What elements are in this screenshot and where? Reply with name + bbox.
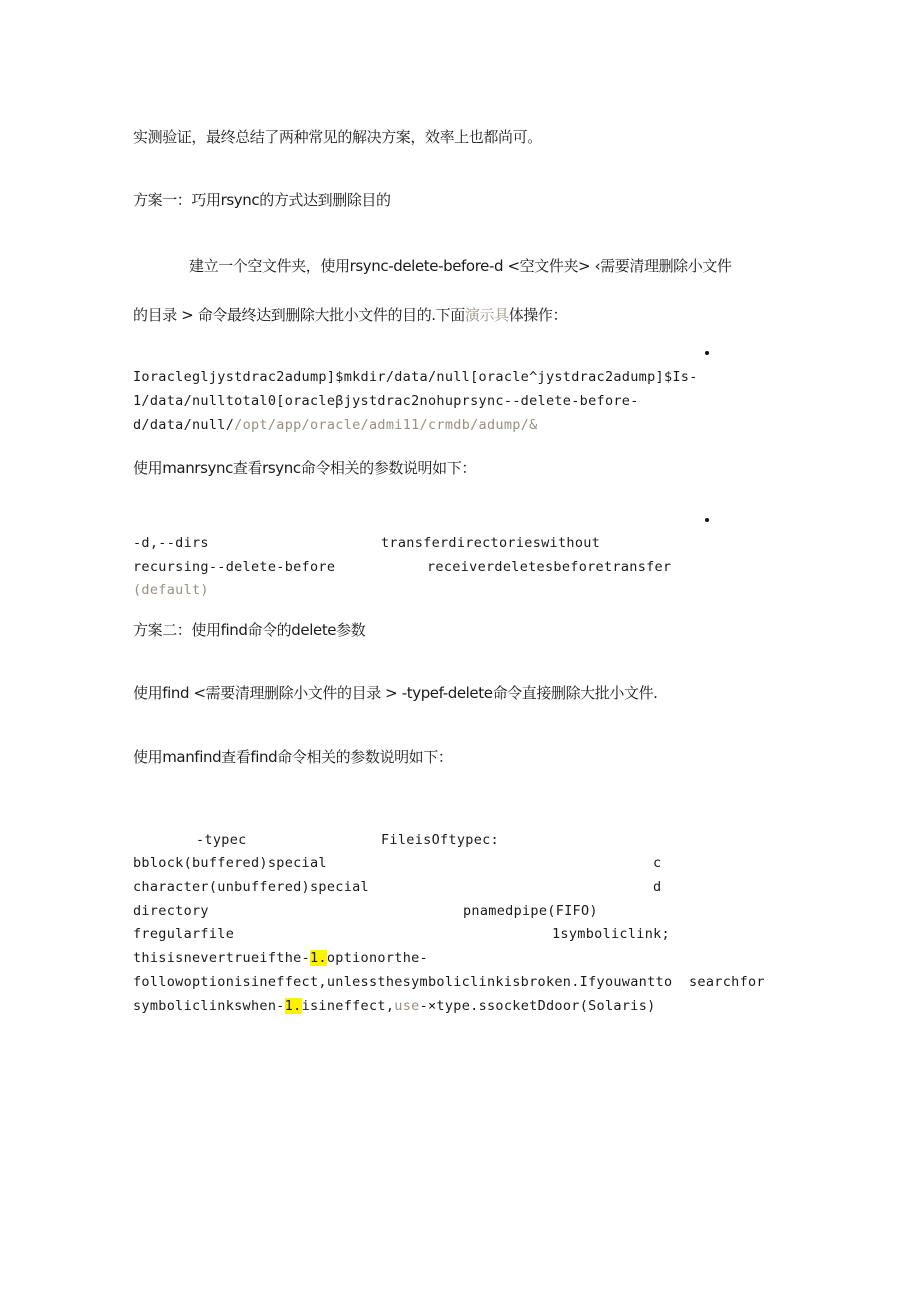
highlighted-text: 1. — [284, 998, 302, 1014]
scheme1-paragraph-line1: 建立一个空文件夹，使用rsync-delete-before-d <空文件夹> ‹需要清理删除小文件 — [189, 257, 732, 275]
find-note-text: isineffect, — [301, 998, 395, 1014]
code-line — [133, 417, 538, 433]
rsync-opt-desc: transferdirectorieswithout — [381, 535, 601, 551]
code-line: 1/data/nulltotal0[oracleβjystdrac2nohuprsync--delete-before- — [133, 393, 639, 409]
find-type-left: directory — [133, 903, 209, 919]
find-type-left: fregularfile — [133, 926, 235, 942]
code-line-a: d/data/null/ — [133, 417, 235, 433]
find-note-text: thisisnevertrueifthe- — [133, 950, 310, 966]
find-note-text: optionorthe- — [326, 950, 428, 966]
highlighted-text: 1. — [309, 950, 327, 966]
rsync-opt-flag: recursing--delete-before — [133, 559, 336, 575]
scheme1-heading: 方案一：巧用rsync的方式达到删除目的 — [133, 191, 391, 209]
intro-text: 实测验证，最终总结了两种常见的解决方案，效率上也都尚可。 — [133, 128, 542, 146]
scheme1-paragraph-line2-a: 的目录 > 命令最终达到删除大批小文件的目的.下面 — [133, 306, 465, 324]
man-find-intro: 使用manfind查看find命令相关的参数说明如下： — [133, 748, 453, 766]
find-note-text: -×type.ssocketDdoor(Solaris) — [419, 998, 656, 1014]
code-path-gray: /opt/app/oracle/admi11/crmdb/adump/& — [234, 417, 538, 433]
bullet-marker — [705, 518, 709, 522]
scheme2-paragraph: 使用find <需要清理删除小文件的目录 > -typef-delete命令直接删除大批小文件. — [133, 684, 658, 702]
scheme1-paragraph-line2 — [133, 304, 567, 325]
find-note-line: followoptionisineffect,unlessthesymboliclinkisbroken.Ifyouwantto — [133, 974, 673, 990]
rsync-opt-desc: receiverdeletesbeforetransfer — [427, 559, 672, 575]
find-type-left: bblock(buffered)special — [133, 855, 327, 871]
find-note-text: searchfor — [689, 974, 765, 990]
find-opt-flag: -typec — [196, 832, 247, 848]
scheme2-heading: 方案二：使用find命令的delete参数 — [133, 621, 366, 639]
man-rsync-intro: 使用manrsync查看rsync命令相关的参数说明如下： — [133, 459, 476, 477]
find-note-line — [133, 998, 656, 1014]
find-note-text: symboliclinkswhen- — [133, 998, 285, 1014]
find-note-gray: use — [394, 998, 420, 1014]
find-type-left: character(unbuffered)special — [133, 879, 369, 895]
scheme1-paragraph-line2-gray: 演示具 — [464, 306, 509, 324]
find-type-right: c — [653, 855, 662, 871]
code-line: Ioraclegljystdrac2adump]$mkdir/data/null[oracle^jystdrac2adump]$Is- — [133, 369, 698, 385]
scheme1-paragraph-line2-b: 体操作： — [508, 306, 568, 324]
find-type-right: d — [653, 879, 662, 895]
find-type-right: pnamedpipe(FIFO) — [463, 903, 598, 919]
rsync-opt-flag: -d,--dirs — [133, 535, 209, 551]
find-type-right: 1symboliclink; — [552, 926, 670, 942]
find-opt-desc: FileisOftypec: — [381, 832, 499, 848]
rsync-opt-default: (default) — [133, 582, 209, 598]
find-note-line — [133, 950, 428, 966]
bullet-marker — [705, 351, 709, 355]
